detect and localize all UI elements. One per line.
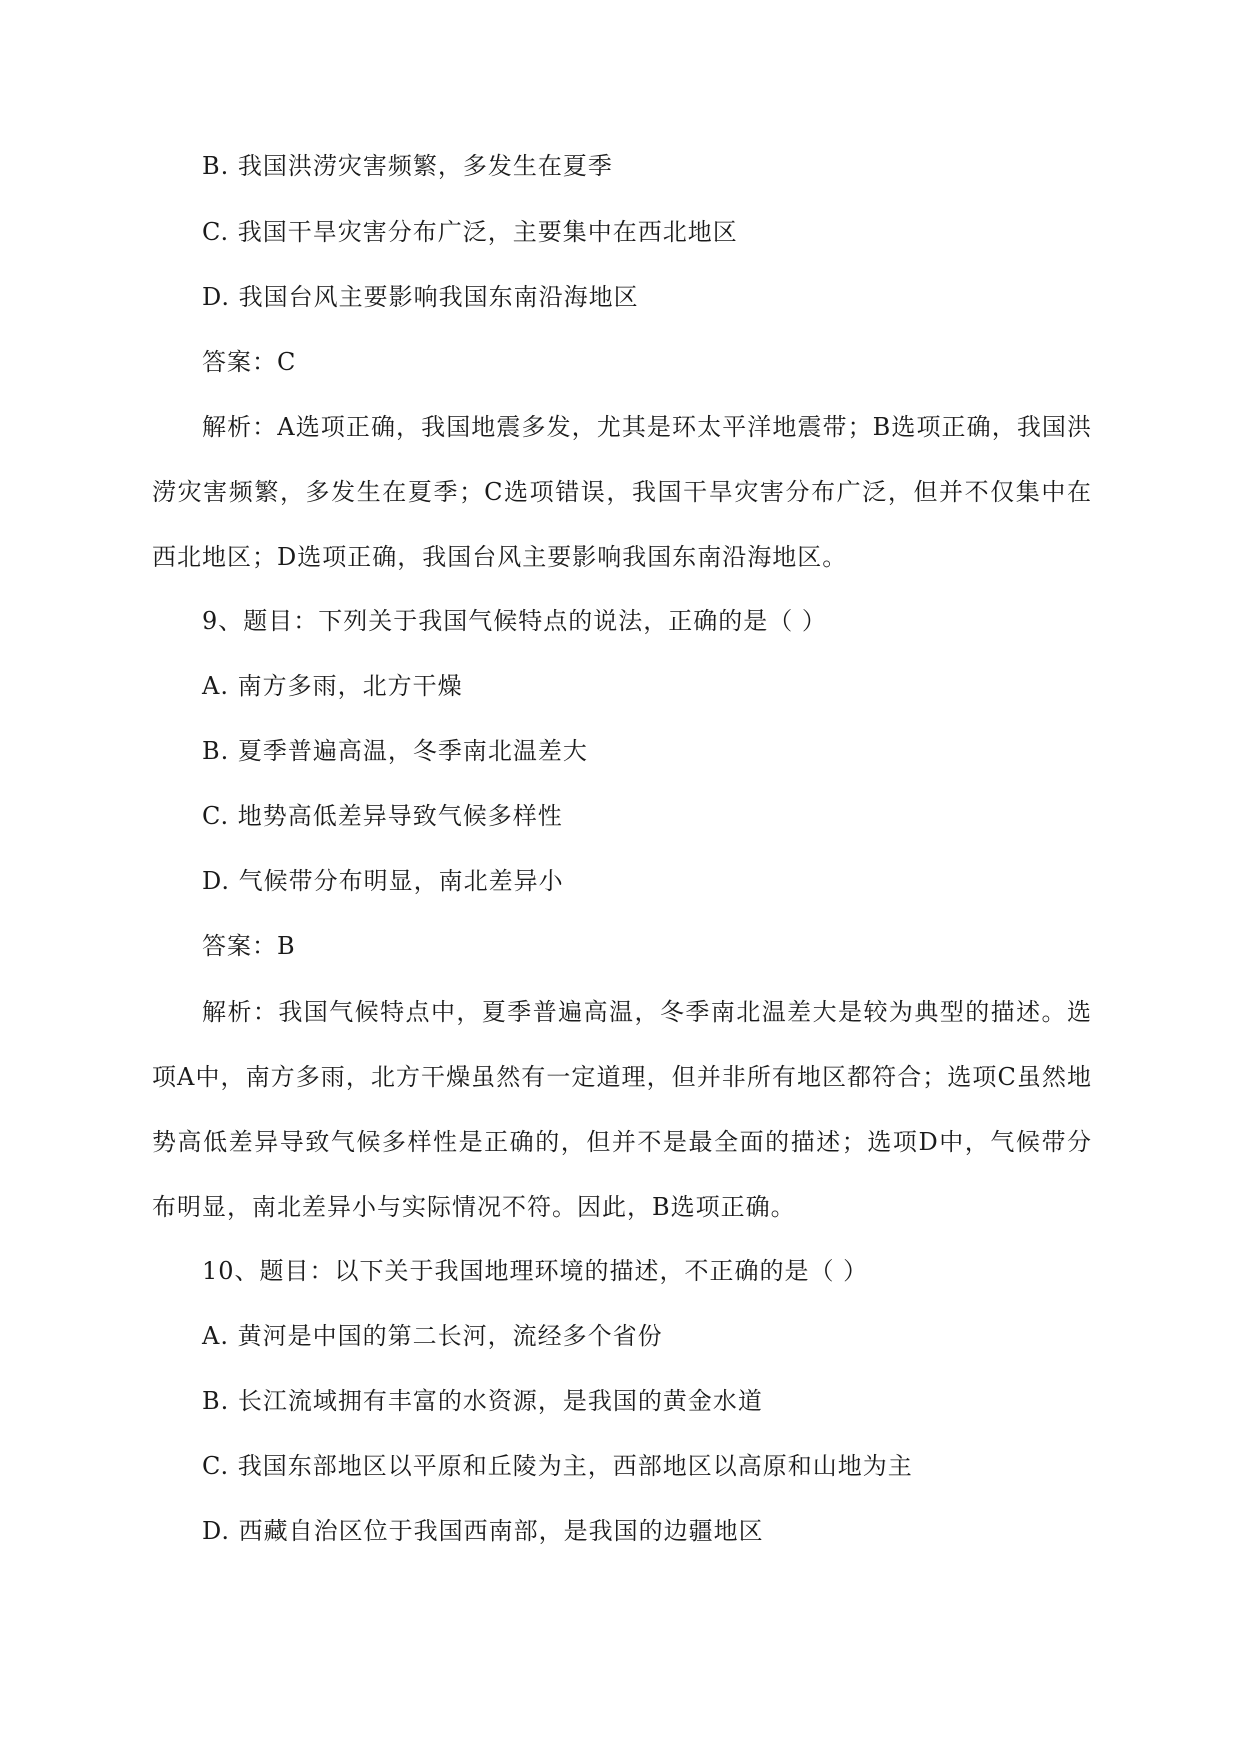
q10-option-c: C. 我国东部地区以平原和丘陵为主，西部地区以高原和山地为主 <box>202 1452 913 1480</box>
q9-question: 9、题目：下列关于我国气候特点的说法，正确的是（ ） <box>202 607 827 635</box>
q9-option-a: A. 南方多雨，北方干燥 <box>202 672 463 700</box>
q9-analysis: 解析：我国气候特点中，夏季普遍高温，冬季南北温差大是较为典型的描述。选项A中，南方多雨，北方干燥虽然有一定道理，但并非所有地区都符合；选项C虽然地势高低差异导致气候多样性是正确的，但并不是最全面的描述；选项D中，气候带分布明显，南北差异小与实际情况不符。因此，B选项正确。 <box>152 998 1092 1221</box>
q10-question: 10、题目：以下关于我国地理环境的描述，不正确的是（ ） <box>202 1257 869 1285</box>
q10-option-b: B. 长江流域拥有丰富的水资源，是我国的黄金水道 <box>202 1387 763 1415</box>
q8-analysis: 解析：A选项正确，我国地震多发，尤其是环太平洋地震带；B选项正确，我国洪涝灾害频繁，多发生在夏季；C选项错误，我国干旱灾害分布广泛，但并不仅集中在西北地区；D选项正确，我国台风主要影响我国东南沿海地区。 <box>152 413 1092 571</box>
q8-option-d: D. 我国台风主要影响我国东南沿海地区 <box>202 283 639 311</box>
q9-answer: 答案：B <box>202 932 296 960</box>
q10-option-a: A. 黄河是中国的第二长河，流经多个省份 <box>202 1322 663 1350</box>
q9-option-c: C. 地势高低差异导致气候多样性 <box>202 802 563 830</box>
q8-answer: 答案：C <box>202 348 297 376</box>
q9-option-b: B. 夏季普遍高温，冬季南北温差大 <box>202 737 588 765</box>
q9-option-d: D. 气候带分布明显，南北差异小 <box>202 867 564 895</box>
q8-option-b: B. 我国洪涝灾害频繁，多发生在夏季 <box>202 152 613 180</box>
q8-option-c: C. 我国干旱灾害分布广泛，主要集中在西北地区 <box>202 218 738 246</box>
q10-option-d: D. 西藏自治区位于我国西南部，是我国的边疆地区 <box>202 1517 764 1545</box>
